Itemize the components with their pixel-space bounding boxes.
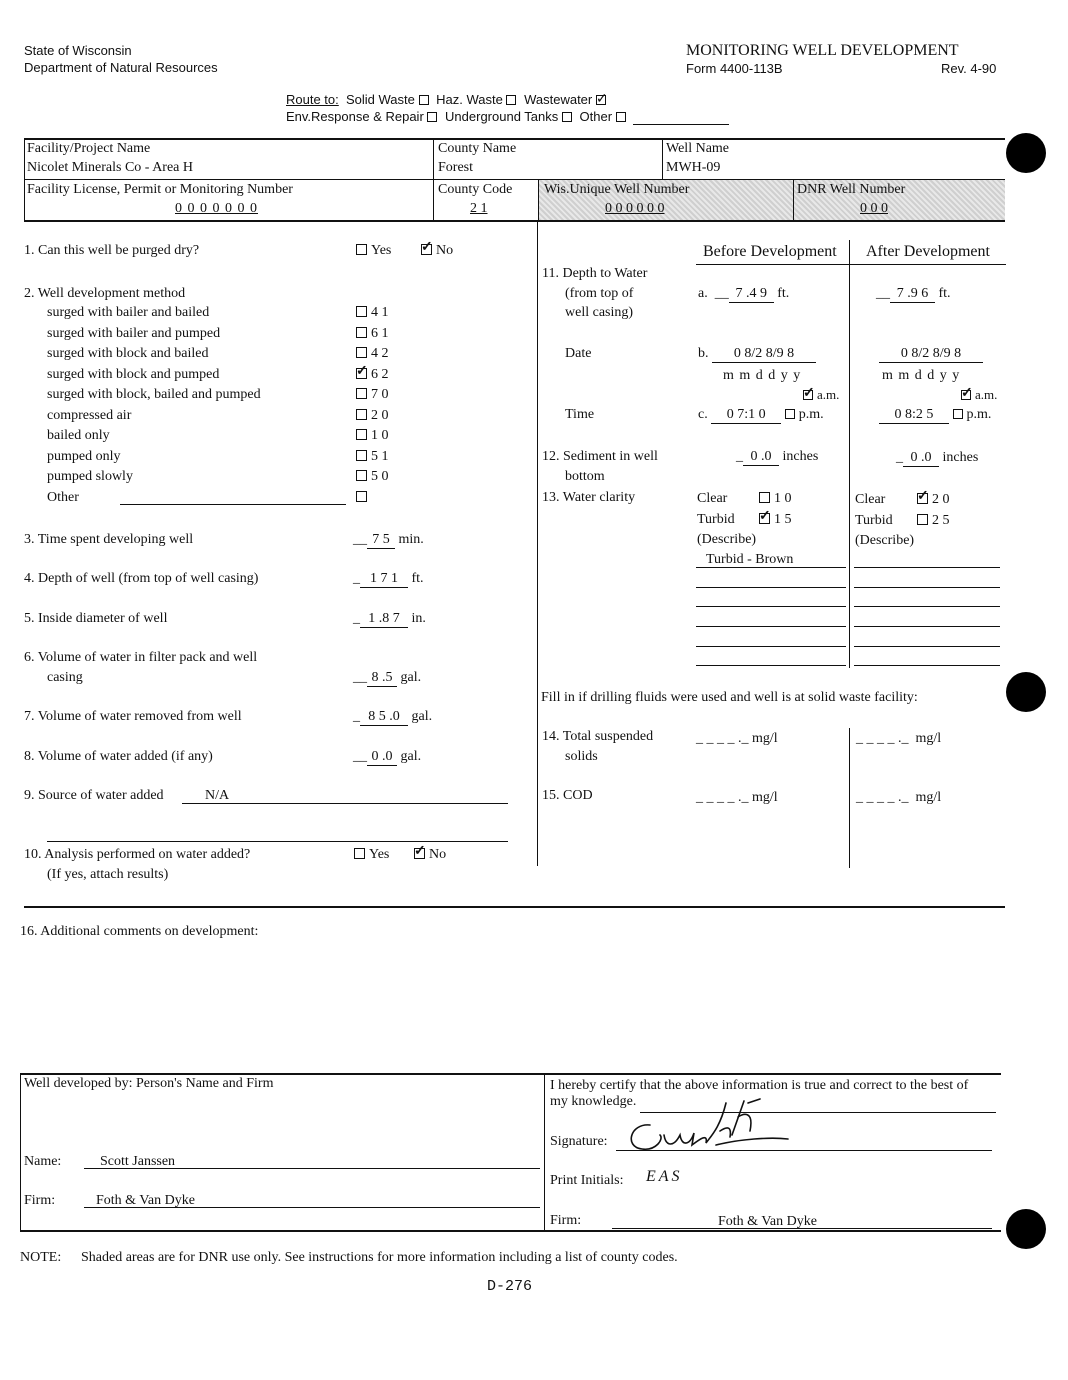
method-checkbox[interactable]: [356, 470, 367, 481]
q14-label-2: solids: [565, 749, 598, 764]
method-label: pumped only: [47, 448, 121, 464]
certification-text: I hereby certify that the above information is true and correct to the best of: [550, 1078, 969, 1093]
unique-well-number: 0 0 0 0 0 0: [605, 201, 665, 216]
method-label: bailed only: [47, 428, 110, 443]
developed-by-label: Well developed by: Person's Name and Firm: [24, 1076, 274, 1091]
describe-before-line[interactable]: [696, 626, 846, 627]
q12-label: 12. Sediment in well: [542, 449, 658, 464]
water-removed-value[interactable]: 8 5 .0: [360, 709, 408, 726]
certification-text-2: my knowledge.: [550, 1094, 637, 1109]
method-checkbox[interactable]: [356, 450, 367, 461]
method-label: Other: [47, 489, 79, 505]
am-after-checkbox[interactable]: [961, 390, 971, 400]
cod-before[interactable]: mg/l: [752, 790, 778, 805]
unique-well-label: Wis.Unique Well Number: [544, 182, 690, 197]
turbid-before-checkbox[interactable]: [759, 513, 770, 524]
page-number: D-276: [487, 1278, 533, 1295]
clear-after-checkbox[interactable]: [917, 493, 928, 504]
dnr-well-number: 0 0 0: [860, 201, 888, 216]
q11-label: 11. Depth to Water: [542, 266, 648, 281]
form-revision: Rev. 4-90: [941, 61, 997, 76]
describe-after-line[interactable]: [854, 665, 1000, 666]
dnr-well-label: DNR Well Number: [797, 182, 906, 197]
q10-label: 10. Analysis performed on water added?: [24, 847, 251, 862]
water-source-value: N/A: [205, 788, 230, 803]
q16-label: 16. Additional comments on development:: [20, 924, 259, 939]
method-code: 6 2: [371, 366, 389, 382]
q10-no-checkbox[interactable]: [414, 848, 425, 859]
county-code[interactable]: 2 1: [470, 201, 488, 216]
am-before-checkbox[interactable]: [803, 390, 813, 400]
method-label: compressed air: [47, 407, 132, 423]
q2-label: 2. Well development method: [24, 286, 186, 301]
county-code-label: County Code: [438, 182, 513, 197]
describe-after-line[interactable]: [854, 646, 1000, 647]
describe-before-label: (Describe): [697, 532, 757, 547]
q11-label-2: (from top of: [565, 286, 634, 301]
wastewater-checkbox[interactable]: [596, 95, 606, 105]
turbid-after-label: Turbid: [855, 513, 893, 528]
water-source-field-2[interactable]: [47, 841, 508, 842]
tss-after[interactable]: mg/l: [915, 731, 942, 746]
name-label: Name:: [24, 1154, 62, 1169]
q10-yes-checkbox[interactable]: [354, 848, 365, 859]
developer-firm[interactable]: Foth & Van Dyke: [96, 1193, 195, 1208]
q1-no-checkbox[interactable]: [421, 244, 432, 255]
inside-diameter-value[interactable]: 1 .8 7: [360, 611, 408, 628]
q8-label: 8. Volume of water added (if any): [24, 749, 213, 764]
initials-label: Print Initials:: [550, 1173, 624, 1188]
method-code: 4 1: [371, 305, 389, 320]
time-before[interactable]: 0 7:1 0: [711, 407, 781, 424]
describe-before-line[interactable]: [696, 587, 846, 588]
q14-label: 14. Total suspended: [542, 729, 654, 744]
drilling-fluids-note: Fill in if drilling fluids were used and well is at solid waste facility:: [541, 690, 918, 705]
depth-water-before[interactable]: 7 .4 9: [729, 286, 774, 303]
q7-label: 7. Volume of water removed from well: [24, 709, 242, 724]
handwritten-signature[interactable]: [620, 1095, 790, 1157]
method-checkbox[interactable]: [356, 368, 367, 379]
county-name[interactable]: Forest: [438, 160, 473, 175]
q10-sub: (If yes, attach results): [47, 867, 169, 882]
q15-label: 15. COD: [542, 788, 593, 803]
date-before[interactable]: 0 8/2 8/9 8: [712, 346, 816, 363]
turbid-description: Turbid - Brown: [706, 552, 794, 567]
department-label: Department of Natural Resources: [24, 60, 218, 75]
q9-label: 9. Source of water added: [24, 788, 164, 803]
route-other-field[interactable]: [633, 109, 729, 125]
well-depth-value[interactable]: 1 7 1: [360, 571, 408, 588]
method-checkbox[interactable]: [356, 388, 367, 399]
describe-before-line[interactable]: [696, 646, 846, 647]
q6-label-2: casing: [47, 670, 83, 685]
turbid-before-label: Turbid: [697, 512, 735, 527]
pm-after-checkbox[interactable]: [953, 409, 963, 419]
describe-before-line[interactable]: [696, 665, 846, 666]
q12-label-2: bottom: [565, 469, 605, 484]
q4-label: 4. Depth of well (from top of well casing): [24, 571, 259, 586]
developer-name[interactable]: Scott Janssen: [100, 1154, 176, 1169]
firm2-label: Firm:: [550, 1213, 582, 1228]
q5-label: 5. Inside diameter of well: [24, 611, 168, 626]
form-number: Form 4400-113B: [686, 61, 783, 76]
county-name-label: County Name: [438, 141, 517, 156]
date-label: Date: [565, 346, 592, 361]
underground-tanks-checkbox[interactable]: [562, 112, 572, 122]
filter-pack-volume-value[interactable]: 8 .5: [367, 670, 397, 687]
time-label: Time: [565, 407, 595, 422]
certifier-firm[interactable]: Foth & Van Dyke: [718, 1214, 817, 1229]
method-label: surged with block and pumped: [47, 366, 220, 382]
describe-after-line[interactable]: [854, 626, 1000, 627]
describe-before-line[interactable]: [696, 567, 846, 568]
time-after[interactable]: 0 8:2 5: [879, 407, 949, 424]
license-label: Facility License, Permit or Monitoring Number: [27, 182, 293, 197]
pm-before-checkbox[interactable]: [785, 409, 795, 419]
method-label: surged with bailer and bailed: [47, 305, 210, 320]
date-after[interactable]: 0 8/2 8/9 8: [879, 346, 983, 363]
water-source-field[interactable]: [182, 803, 508, 804]
q3-label: 3. Time spent developing well: [24, 532, 194, 547]
well-name-label: Well Name: [666, 141, 730, 156]
turbid-after-checkbox[interactable]: [917, 514, 928, 525]
method-code: 7 0: [371, 387, 389, 402]
describe-after-label: (Describe): [855, 533, 915, 548]
sediment-before[interactable]: 0 .0: [743, 449, 779, 466]
describe-after-line[interactable]: [854, 567, 1000, 568]
other-method-field[interactable]: [120, 504, 346, 505]
print-initials[interactable]: EAS: [646, 1168, 683, 1185]
method-checkbox[interactable]: [356, 409, 367, 420]
method-checkbox[interactable]: [356, 491, 367, 502]
describe-before-line[interactable]: [696, 606, 846, 607]
tss-before[interactable]: mg/l: [752, 731, 778, 746]
punch-hole: [1006, 1209, 1046, 1249]
method-checkbox[interactable]: [356, 327, 367, 338]
describe-after-line[interactable]: [854, 587, 1000, 588]
date-format-before: m m d d y y: [723, 368, 802, 383]
facility-name-label: Facility/Project Name: [27, 141, 151, 156]
water-added-value[interactable]: 0 .0: [367, 749, 397, 766]
method-label: surged with bailer and pumped: [47, 325, 221, 341]
method-code: 5 0: [371, 469, 389, 484]
method-code: 5 1: [371, 448, 389, 464]
other-checkbox[interactable]: [616, 112, 626, 122]
before-dev-header: Before Development: [703, 243, 837, 260]
method-checkbox[interactable]: [356, 429, 367, 440]
method-code: 2 0: [371, 407, 389, 423]
facility-name[interactable]: Nicolet Minerals Co - Area H: [27, 160, 194, 175]
comments-area[interactable]: [20, 944, 1000, 1064]
q6-label: 6. Volume of water in filter pack and well: [24, 650, 258, 665]
form-title: MONITORING WELL DEVELOPMENT: [686, 42, 959, 59]
method-label: surged with block, bailed and pumped: [47, 387, 261, 402]
describe-after-line[interactable]: [854, 606, 1000, 607]
clear-before-label: Clear: [697, 491, 728, 506]
firm-label: Firm:: [24, 1193, 56, 1208]
signature-label: Signature:: [550, 1134, 608, 1149]
q1-label: 1. Can this well be purged dry?: [24, 243, 200, 258]
well-name[interactable]: MWH-09: [666, 160, 721, 175]
clear-after-label: Clear: [855, 492, 886, 507]
state-label: State of Wisconsin: [24, 43, 132, 58]
q13-label: 13. Water clarity: [542, 490, 636, 505]
note-text: Shaded areas are for DNR use only. See instructions for more information including a list of county codes.: [81, 1250, 678, 1265]
method-code: 1 0: [371, 428, 389, 443]
q1-yes-checkbox[interactable]: [356, 244, 367, 255]
haz-waste-checkbox[interactable]: [506, 95, 516, 105]
license-number[interactable]: 0 0 0 0 0 0 0: [175, 201, 258, 216]
method-code: 6 1: [371, 325, 389, 341]
cod-after[interactable]: mg/l: [915, 790, 942, 805]
route-line-2: Env.Response & Repair Underground Tanks Other: [286, 109, 729, 125]
method-checkbox[interactable]: [356, 306, 367, 317]
note-label: NOTE:: [20, 1250, 62, 1265]
depth-water-after[interactable]: 7 .9 6: [890, 286, 935, 303]
punch-hole: [1006, 672, 1046, 712]
sediment-after[interactable]: 0 .0: [903, 450, 939, 467]
time-spent-value[interactable]: 7 5: [367, 532, 395, 549]
punch-hole: [1006, 133, 1046, 173]
method-code: 4 2: [371, 346, 389, 361]
env-response-checkbox[interactable]: [427, 112, 437, 122]
method-label: pumped slowly: [47, 469, 133, 484]
clear-before-checkbox[interactable]: [759, 492, 770, 503]
method-label: surged with block and bailed: [47, 346, 209, 361]
after-dev-header: After Development: [866, 243, 990, 260]
solid-waste-checkbox[interactable]: [419, 95, 429, 105]
date-format-after: m m d d y y: [882, 368, 961, 383]
route-line-1: Route to: Solid Waste Haz. Waste Wastewater ✓: [286, 92, 610, 107]
method-checkbox[interactable]: [356, 347, 367, 358]
q11-label-3: well casing): [565, 305, 634, 320]
